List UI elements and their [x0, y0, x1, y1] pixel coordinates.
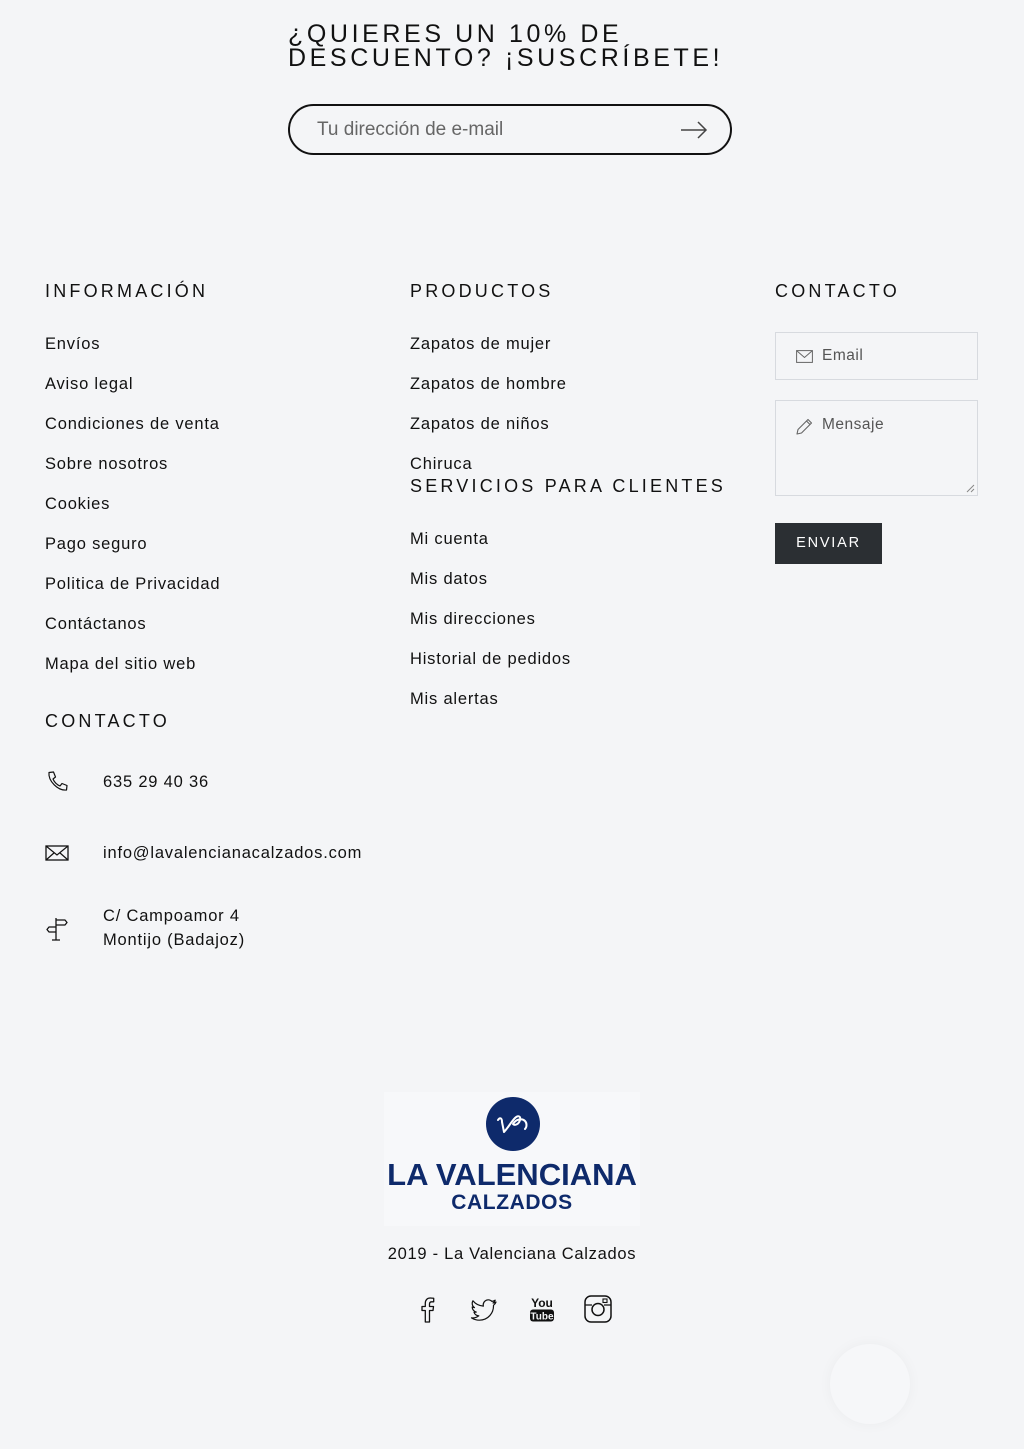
- newsletter-form: [288, 104, 732, 155]
- footer-link-mapa-sitio[interactable]: Mapa del sitio web: [45, 655, 197, 673]
- footer-link-mis-direcciones[interactable]: Mis direcciones: [410, 610, 536, 628]
- contact-email-field[interactable]: [775, 332, 978, 380]
- footer-link-aviso-legal[interactable]: Aviso legal: [45, 375, 134, 393]
- footer-link-zapatos-mujer[interactable]: Zapatos de mujer: [410, 335, 552, 353]
- envelope-small-icon: [796, 350, 813, 363]
- floating-chat-button[interactable]: [830, 1344, 910, 1424]
- instagram-icon[interactable]: [583, 1294, 613, 1324]
- send-button[interactable]: ENVIAR: [775, 523, 882, 564]
- envelope-icon: [45, 841, 69, 865]
- newsletter-title: ¿QUIERES UN 10% DE DESCUENTO? ¡SUSCRÍBETE!: [288, 20, 724, 72]
- footer-link-sobre-nosotros[interactable]: Sobre nosotros: [45, 455, 169, 473]
- footer-link-privacidad[interactable]: Politica de Privacidad: [45, 575, 221, 593]
- contact-email-placeholder: Email: [822, 347, 864, 364]
- arrow-right-icon[interactable]: [680, 120, 708, 140]
- youtube-icon-bottom-text: Tube: [530, 1311, 554, 1323]
- youtube-icon[interactable]: [527, 1294, 557, 1324]
- contact-email[interactable]: info@lavalencianacalzados.com: [103, 844, 363, 862]
- footer-link-cookies[interactable]: Cookies: [45, 495, 111, 513]
- brand-monogram-icon: [485, 1096, 541, 1152]
- pencil-icon: [796, 418, 813, 435]
- contact-message-field[interactable]: [775, 400, 978, 496]
- footer-link-chiruca[interactable]: Chiruca: [410, 455, 473, 473]
- contact-form-title: CONTACTO: [775, 281, 900, 301]
- newsletter-email-input[interactable]: [317, 117, 657, 143]
- info-column-title: INFORMACIÓN: [45, 281, 209, 301]
- youtube-icon-top-text: You: [531, 1296, 553, 1310]
- footer-link-mis-datos[interactable]: Mis datos: [410, 570, 488, 588]
- contact-info-title: CONTACTO: [45, 711, 170, 731]
- footer-link-zapatos-hombre[interactable]: Zapatos de hombre: [410, 375, 567, 393]
- footer-link-historial-pedidos[interactable]: Historial de pedidos: [410, 650, 571, 668]
- signpost-icon: [45, 917, 69, 941]
- footer-link-zapatos-ninos[interactable]: Zapatos de niños: [410, 415, 550, 433]
- contact-address-line2: Montijo (Badajoz): [103, 931, 245, 949]
- contact-message-placeholder: Mensaje: [822, 416, 885, 433]
- footer-link-mi-cuenta[interactable]: Mi cuenta: [410, 530, 489, 548]
- resize-handle-icon[interactable]: [965, 483, 975, 493]
- facebook-icon[interactable]: [412, 1294, 442, 1324]
- footer-link-condiciones[interactable]: Condiciones de venta: [45, 415, 220, 433]
- footer-link-envios[interactable]: Envíos: [45, 335, 101, 353]
- phone-icon: [45, 770, 69, 794]
- brand-subname: CALZADOS: [451, 1191, 573, 1214]
- twitter-icon[interactable]: [469, 1294, 499, 1324]
- brand-name: LA VALENCIANA: [387, 1157, 637, 1192]
- contact-phone[interactable]: 635 29 40 36: [103, 773, 209, 791]
- footer-link-mis-alertas[interactable]: Mis alertas: [410, 690, 499, 708]
- services-column-title: SERVICIOS PARA CLIENTES: [410, 476, 727, 496]
- footer-link-contactanos[interactable]: Contáctanos: [45, 615, 147, 633]
- products-column-title: PRODUCTOS: [410, 281, 554, 301]
- copyright: 2019 - La Valenciana Calzados: [387, 1245, 637, 1263]
- footer-link-pago-seguro[interactable]: Pago seguro: [45, 535, 148, 553]
- contact-address-line1: C/ Campoamor 4: [103, 907, 240, 925]
